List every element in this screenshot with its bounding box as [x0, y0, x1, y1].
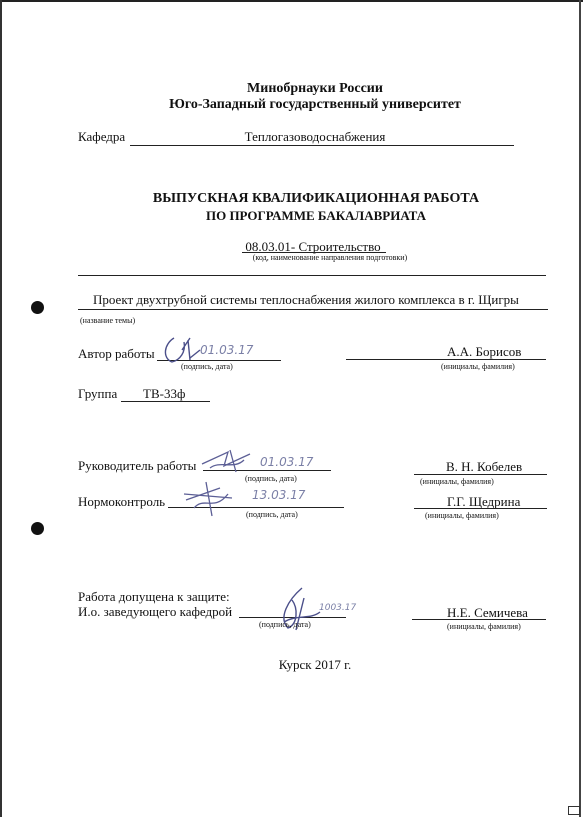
supervisor-label: Руководитель работы [78, 458, 197, 473]
admission-line2: И.о. заведующего кафедрой [78, 604, 233, 619]
author-sign-caption: (подпись, дата) [181, 362, 233, 371]
work-title-line1: ВЫПУСКНАЯ КВАЛИФИКАЦИОННАЯ РАБОТА [152, 191, 480, 206]
author-name: А.А. Борисов [447, 344, 522, 359]
normcontrol-sign-caption: (подпись, дата) [246, 510, 298, 519]
normcontrol-name-caption: (инициалы, фамилия) [425, 511, 499, 520]
direction-value: 08.03.01- Строительство [245, 239, 381, 254]
admission-line1: Работа допущена к защите: [78, 589, 230, 604]
punch-hole-bottom [31, 522, 44, 535]
author-name-line [346, 359, 546, 360]
admission-name: Н.Е. Семичева [447, 605, 528, 620]
direction-long-line [78, 275, 546, 276]
admission-name-line [412, 619, 546, 620]
normcontrol-name: Г.Г. Щедрина [447, 494, 521, 509]
normcontrol-label: Нормоконтроль [78, 494, 166, 509]
ministry-name: Минобрнауки России [247, 81, 383, 96]
normcontrol-name-line [414, 508, 547, 509]
group-value: ТВ-33ф [143, 386, 186, 401]
author-name-caption: (инициалы, фамилия) [441, 362, 515, 371]
city-year: Курск 2017 г. [278, 657, 352, 672]
work-title-line2: ПО ПРОГРАММЕ БАКАЛАВРИАТА [205, 208, 427, 223]
scan-edge-top [0, 0, 583, 2]
department-line [130, 145, 514, 146]
normcontrol-signature-icon [180, 478, 250, 518]
supervisor-sign-caption: (подпись, дата) [245, 474, 297, 483]
group-label: Группа [78, 386, 118, 401]
scan-corner-mark [568, 806, 580, 815]
scan-edge-left [0, 0, 2, 817]
direction-caption: (код, наименование направления подготовки) [252, 253, 408, 262]
topic-value: Проект двухтрубной системы теплоснабжения жилого комплекса в г. Щигры [93, 292, 519, 307]
university-name: Юго-Западный государственный университет [169, 97, 461, 112]
topic-line [78, 309, 548, 310]
supervisor-name-line [414, 474, 547, 475]
author-label: Автор работы [78, 346, 155, 361]
supervisor-sign-date: 01.03.17 [260, 455, 314, 469]
department-value: Теплогазоводоснабжения [244, 129, 386, 144]
admission-sign-caption: (подпись, дата) [259, 620, 311, 629]
admission-sign-date: 1003.17 [319, 603, 357, 613]
department-label: Кафедра [78, 129, 126, 144]
scan-edge-right [579, 0, 581, 817]
punch-hole-top [31, 301, 44, 314]
supervisor-name: В. Н. Кобелев [446, 459, 523, 474]
topic-caption: (название темы) [80, 316, 136, 325]
normcontrol-sign-date: 13.03.17 [252, 488, 306, 502]
author-sign-date: 01.03.17 [200, 343, 254, 357]
supervisor-name-caption: (инициалы, фамилия) [420, 477, 494, 486]
admission-name-caption: (инициалы, фамилия) [447, 622, 521, 631]
